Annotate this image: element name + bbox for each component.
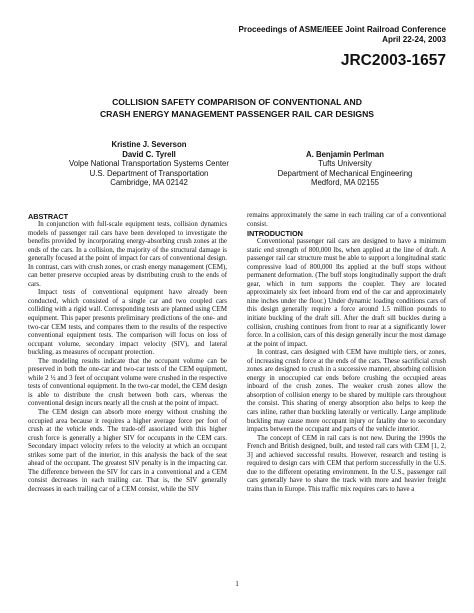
abstract-paragraph: The modeling results indicate that the occupant volume can be preserved in both the one-car and two-car tests of the CEM equipment, while 2 ½ and 3 feet of occupant volume were crushed in the respective tests of conventional equipment. In the two-car model, the CEM design is able to distribute the crush between both cars, whereas the conventional design incurs nearly all the crush at the point of impact. [28,357,227,408]
introduction-paragraph: The concept of CEM in rail cars is not new. During the 1990s the French and British designed, built, and tested rail cars with CEM [1, 2, 3] and achieved successful results. However, research and testing is required to design cars with CEM that perform successfully in the U.S. due to the different operating environment. In the U.S., passenger rail cars generally have to share the track with more and heavier freight trains than in Europe. This traffic mix requires cars to have a [247,434,446,493]
abstract-heading: ABSTRACT [28,212,69,221]
introduction-heading: INTRODUCTION [247,229,303,239]
author-affiliation: Department of Mechanical Engineering [277,168,413,178]
left-column [28,212,227,495]
conference-name: Proceedings of ASME/IEEE Joint Railroad Conference [238,25,446,34]
conference-dates: April 22-24, 2003 [382,35,446,44]
page-number: 1 [235,580,239,588]
conference-header [239,25,446,45]
introduction-paragraph: Conventional passenger rail cars are designed to have a minimum static end strength of 800,000 lbs, when applied at the line of draft. A passenger rail car structure must be able to support a longitudinal static compressive load of 800,000 lbs applied at the buff stops without permanent deformation. (The buff stops longitudinally support the draft gear, which in turn supports the coupler. They are located approximately six feet inboard from end of the car and approximately nine inches under the floor.) Under dynamic loading conditions cars of this design generally require a force around 1.5 million pounds to initiate buckling of the draft sill. After the draft sill buckles during a collision, crushing continues from front to rear at a significantly lower force. In a collision, cars of this design generally incur the most damage at the point of impact. [247,238,446,348]
author-affiliation: Cambridge, MA 02142 [110,178,188,188]
author-block-1 [44,140,254,188]
author-name: Kristine J. Severson [111,140,187,149]
paper-id: JRC2003-1657 [340,52,446,69]
abstract-paragraph: Impact tests of conventional equipment have already been conducted, which consisted of a single car and two coupled cars colliding with a rigid wall. Corresponding tests are planned using CEM equipment. This paper presents preliminary predictions of the one- and two-car CEM tests, and compares them to the results of the respective conventional equipment tests. The comparison will focus on loss of occupant volume, secondary impact velocity (SIV), and lateral buckling, as measures of occupant protection. [28,289,227,357]
paper-title-line-1: COLLISION SAFETY COMPARISON OF CONVENTIONAL AND [112,97,362,107]
author-name: A. Benjamin Perlman [306,149,384,159]
author-affiliation: U.S. Department of Transportation [89,168,209,178]
paper-title [0,97,474,120]
author-affiliation: Volpe National Transportation Systems Center [69,159,229,169]
abstract-paragraph: In conjunction with full-scale equipment tests, collision dynamics models of passenger rail cars have been developed to investigate the benefits provided by incorporating energy-absorbing crush zones at the ends of the cars. In a collision, the majority of the structural damage is generally focused at the point of impact for cars of conventional design. In contrast, cars with crush zones, or crash energy management (CEM), can better preserve occupied areas by distributing crush to the ends of cars. [28,221,227,288]
author-block-2 [250,140,440,188]
abstract-continuation: remains approximately the same in each trailing car of a conventional consist. [247,212,446,228]
author-affiliation: Medford, MA 02155 [310,178,380,188]
author-name: David C. Tyrell [122,149,176,159]
paper-title-line-2: CRASH ENERGY MANAGEMENT PASSENGER RAIL CAR DESIGNS [99,108,375,119]
right-column [247,212,446,495]
author-affiliation: Tufts University [318,159,372,169]
abstract-paragraph: The CEM design can absorb more energy without crushing the occupied area because it requires a higher average force per foot of crush at the vehicle ends. The trade-off associated with this higher crush force is generally a higher SIV for occupants in the CEM cars. Secondary impact velocity refers to the velocity at which an occupant strikes some part of the interior, in this analysis the back of the seat ahead of the occupant. The greatest SIV penalty is in the impacting car. The difference between the SIV for cars in a conventional and a CEM consist decreases in each trailing car. That is, the SIV generally decreases in each trailing car of a CEM consist, while the SIV [28,409,227,493]
introduction-paragraph: In contrast, cars designed with CEM have multiple tiers, or zones, of increasing crush force at the ends of the cars. These sacrificial crush zones are designed to crush in a successive manner, absorbing collision energy in unoccupied car ends before crushing the occupied areas inboard of the crush zones. The weaker crush zones allow the absorption of collision energy to be shared by multiple cars throughout the consist. This sharing of energy absorption also helps to keep the cars inline, rather than buckling laterally or vertically. Large amplitude buckling may cause more occupant injury or fatality due to secondary impacts between the occupant and parts of the vehicle interior. [247,349,446,434]
